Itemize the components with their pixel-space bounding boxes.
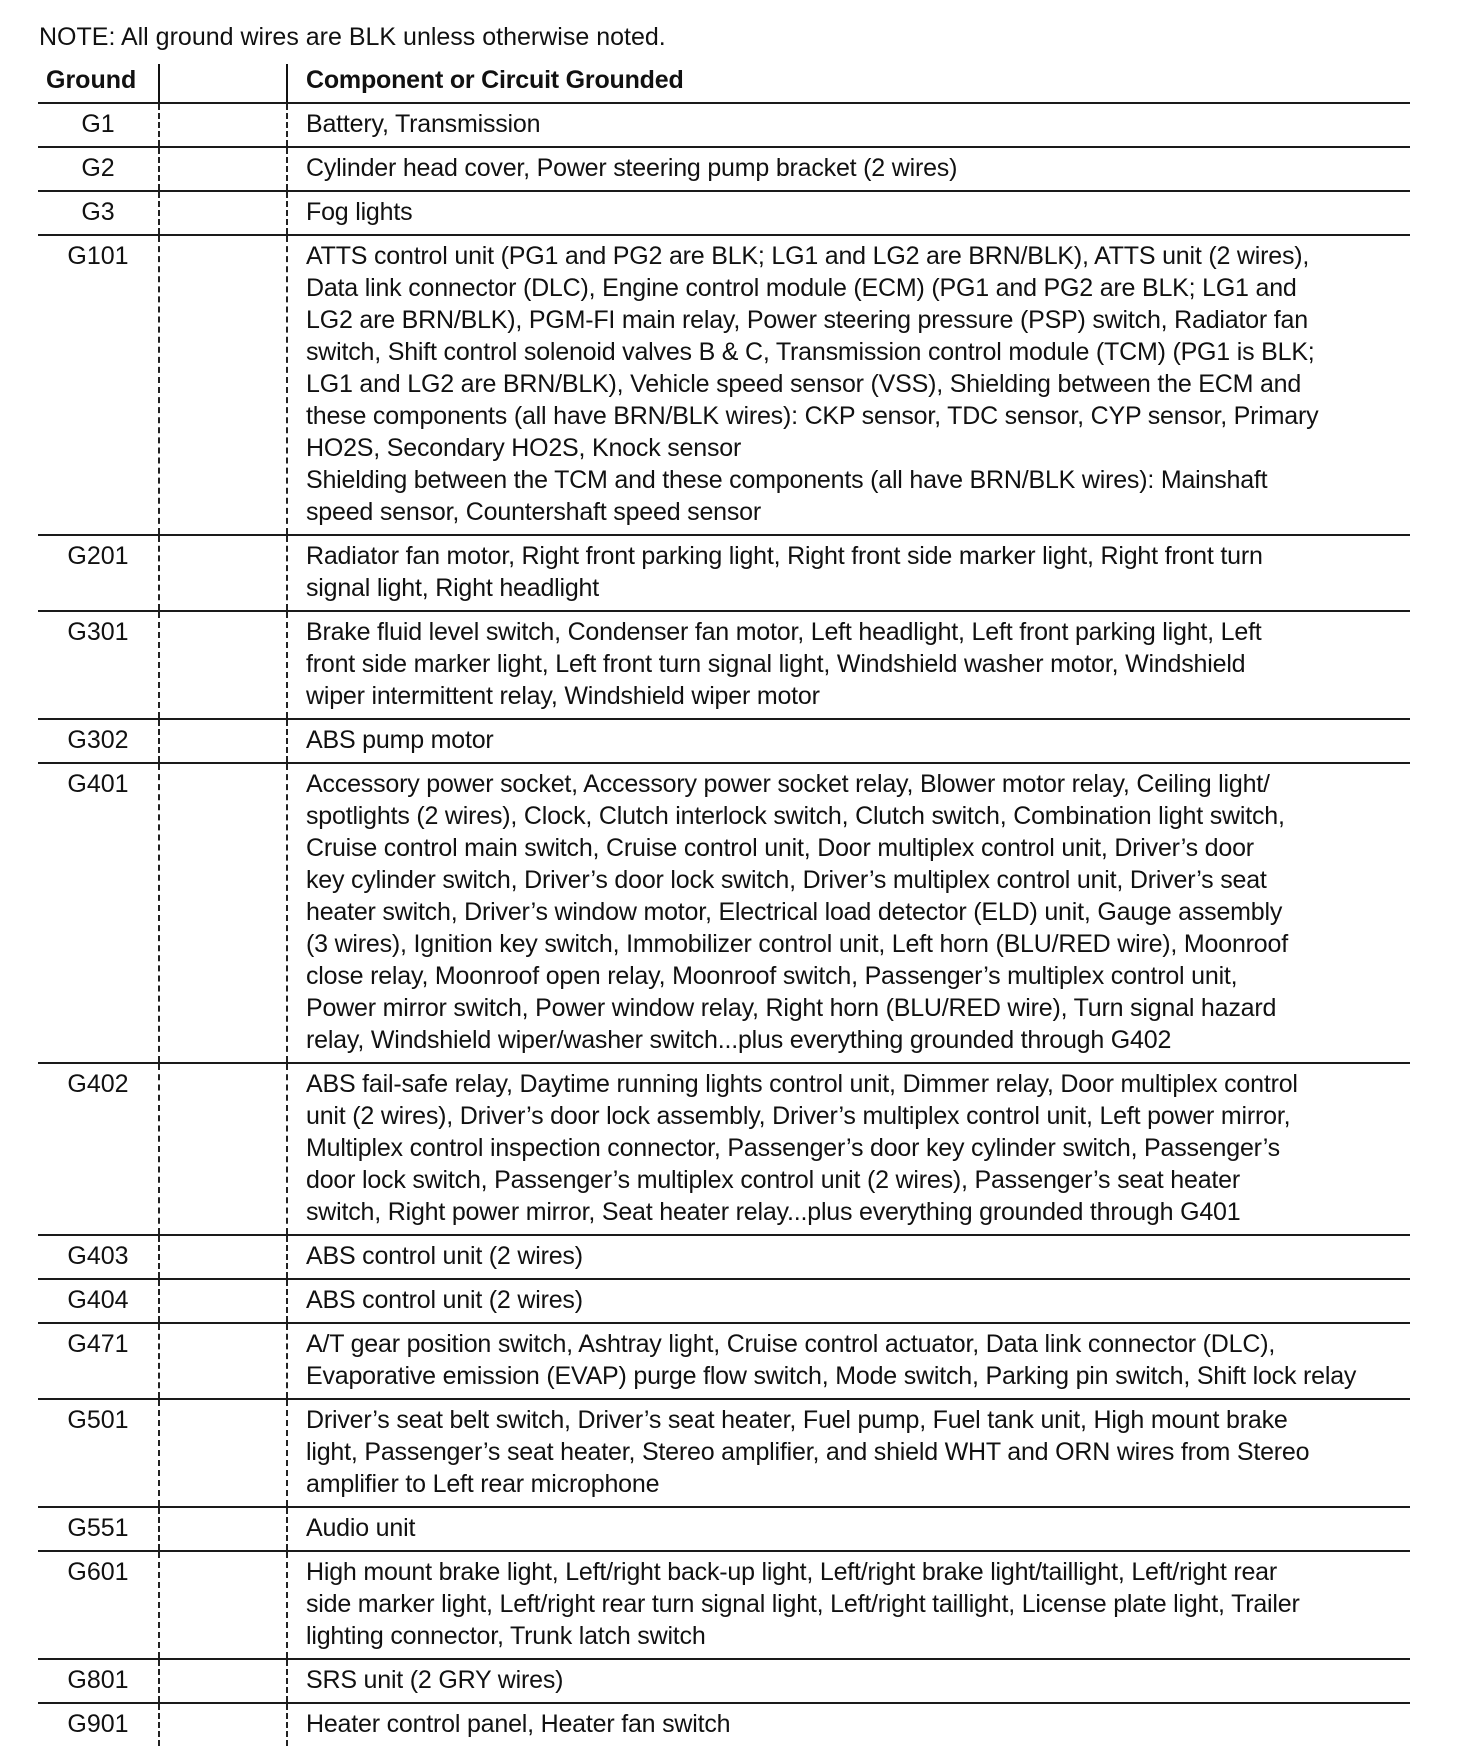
component-line: ABS pump motor bbox=[306, 726, 494, 754]
component-list bbox=[286, 1704, 1410, 1746]
blank-column bbox=[158, 148, 286, 190]
component-line: Accessory power socket, Accessory power socket relay, Blower motor relay, Ceiling light/ bbox=[306, 770, 1270, 798]
ground-id: G401 bbox=[67, 770, 129, 798]
component-line: unit (2 wires), Driver’s door lock assembly, Driver’s multiplex control unit, Left power mirror, bbox=[306, 1102, 1291, 1130]
header-blank-column bbox=[158, 64, 286, 102]
component-line: Fog lights bbox=[306, 198, 413, 226]
ground-id: G101 bbox=[67, 242, 129, 270]
component-line: (3 wires), Ignition key switch, Immobilizer control unit, Left horn (BLU/RED wire), Moonroof bbox=[306, 930, 1288, 958]
blank-column bbox=[158, 104, 286, 146]
component-line: Data link connector (DLC), Engine control module (ECM) (PG1 and PG2 are BLK; LG1 and bbox=[306, 274, 1297, 302]
component-line: ABS fail-safe relay, Daytime running lights control unit, Dimmer relay, Door multiplex control bbox=[306, 1070, 1298, 1098]
component-line: these components (all have BRN/BLK wires): CKP sensor, TDC sensor, CYP sensor, Primary bbox=[306, 402, 1319, 430]
component-line: Battery, Transmission bbox=[306, 110, 541, 138]
component-list bbox=[286, 1324, 1410, 1398]
table-row bbox=[38, 1552, 1410, 1660]
component-line: ABS control unit (2 wires) bbox=[306, 1286, 583, 1314]
ground-id: G901 bbox=[67, 1710, 129, 1738]
component-line: Driver’s seat belt switch, Driver’s seat heater, Fuel pump, Fuel tank unit, High mount brake bbox=[306, 1406, 1288, 1434]
table-row bbox=[38, 612, 1410, 720]
table-row bbox=[38, 192, 1410, 236]
component-line: speed sensor, Countershaft speed sensor bbox=[306, 498, 761, 526]
ground-id: G1 bbox=[81, 110, 115, 138]
blank-column bbox=[158, 192, 286, 234]
table-row bbox=[38, 1236, 1410, 1280]
blank-column bbox=[158, 1324, 286, 1398]
table-row bbox=[38, 1660, 1410, 1704]
component-list bbox=[286, 720, 1410, 762]
component-line: switch, Shift control solenoid valves B & C, Transmission control module (TCM) (PG1 is BLK; bbox=[306, 338, 1315, 366]
table-header bbox=[38, 64, 1410, 104]
component-list bbox=[286, 536, 1410, 610]
component-line: ABS control unit (2 wires) bbox=[306, 1242, 583, 1270]
table-body bbox=[38, 104, 1410, 1746]
component-line: HO2S, Secondary HO2S, Knock sensor bbox=[306, 434, 742, 462]
ground-id: G471 bbox=[67, 1330, 129, 1358]
blank-column bbox=[158, 1508, 286, 1550]
component-line: side marker light, Left/right rear turn signal light, Left/right taillight, License plate light, Trailer bbox=[306, 1590, 1300, 1618]
ground-id: G302 bbox=[67, 726, 129, 754]
blank-column bbox=[158, 536, 286, 610]
component-line: door lock switch, Passenger’s multiplex control unit (2 wires), Passenger’s seat heater bbox=[306, 1166, 1240, 1194]
ground-id: G3 bbox=[81, 198, 115, 226]
component-line: Multiplex control inspection connector, Passenger’s door key cylinder switch, Passenger’s bbox=[306, 1134, 1280, 1162]
component-line: High mount brake light, Left/right back-up light, Left/right brake light/taillight, Left/right rear bbox=[306, 1558, 1277, 1586]
note-text: NOTE: All ground wires are BLK unless otherwise noted. bbox=[39, 23, 666, 51]
component-list bbox=[286, 1508, 1410, 1550]
component-line: front side marker light, Left front turn signal light, Windshield washer motor, Windshield bbox=[306, 650, 1246, 678]
component-list bbox=[286, 1280, 1410, 1322]
component-line: ATTS control unit (PG1 and PG2 are BLK; LG1 and LG2 are BRN/BLK), ATTS unit (2 wires), bbox=[306, 242, 1310, 270]
component-line: Cruise control main switch, Cruise control unit, Door multiplex control unit, Driver’s door bbox=[306, 834, 1254, 862]
component-line: SRS unit (2 GRY wires) bbox=[306, 1666, 564, 1694]
component-line: relay, Windshield wiper/washer switch...plus everything grounded through G402 bbox=[306, 1026, 1172, 1054]
component-list bbox=[286, 1236, 1410, 1278]
component-line: heater switch, Driver’s window motor, Electrical load detector (ELD) unit, Gauge assembly bbox=[306, 898, 1283, 926]
ground-id: G403 bbox=[67, 1242, 129, 1270]
table-row bbox=[38, 764, 1410, 1064]
component-list bbox=[286, 1660, 1410, 1702]
ground-id: G551 bbox=[67, 1514, 129, 1542]
blank-column bbox=[158, 1552, 286, 1658]
component-list bbox=[286, 764, 1410, 1062]
header-component: Component or Circuit Grounded bbox=[286, 64, 1410, 102]
component-line: Brake fluid level switch, Condenser fan motor, Left headlight, Left front parking light, Left bbox=[306, 618, 1262, 646]
component-list bbox=[286, 1064, 1410, 1234]
blank-column bbox=[158, 1704, 286, 1746]
ground-id: G402 bbox=[67, 1070, 129, 1098]
component-line: Audio unit bbox=[306, 1514, 416, 1542]
component-list bbox=[286, 148, 1410, 190]
component-line: lighting connector, Trunk latch switch bbox=[306, 1622, 706, 1650]
blank-column bbox=[158, 612, 286, 718]
table-row bbox=[38, 536, 1410, 612]
blank-column bbox=[158, 720, 286, 762]
component-line: Evaporative emission (EVAP) purge flow switch, Mode switch, Parking pin switch, Shift lock relay bbox=[306, 1362, 1357, 1390]
component-line: light, Passenger’s seat heater, Stereo amplifier, and shield WHT and ORN wires from Stereo bbox=[306, 1438, 1310, 1466]
blank-column bbox=[158, 1064, 286, 1234]
table-row bbox=[38, 1064, 1410, 1236]
ground-id: G2 bbox=[81, 154, 115, 182]
blank-column bbox=[158, 1400, 286, 1506]
ground-id: G501 bbox=[67, 1406, 129, 1434]
blank-column bbox=[158, 1236, 286, 1278]
table-row bbox=[38, 720, 1410, 764]
table-row bbox=[38, 104, 1410, 148]
ground-id: G404 bbox=[67, 1286, 129, 1314]
table-row bbox=[38, 1324, 1410, 1400]
component-list bbox=[286, 192, 1410, 234]
table-row bbox=[38, 236, 1410, 536]
blank-column bbox=[158, 236, 286, 534]
component-line: Radiator fan motor, Right front parking light, Right front side marker light, Right front turn bbox=[306, 542, 1263, 570]
component-list bbox=[286, 1400, 1410, 1506]
header-ground: Ground bbox=[46, 66, 137, 94]
table-row bbox=[38, 1704, 1410, 1746]
component-line: spotlights (2 wires), Clock, Clutch interlock switch, Clutch switch, Combination light switch, bbox=[306, 802, 1285, 830]
table-row bbox=[38, 148, 1410, 192]
component-list bbox=[286, 1552, 1410, 1658]
blank-column bbox=[158, 1660, 286, 1702]
component-line: LG2 are BRN/BLK), PGM-FI main relay, Power steering pressure (PSP) switch, Radiator fan bbox=[306, 306, 1308, 334]
component-line: key cylinder switch, Driver’s door lock switch, Driver’s multiplex control unit, Driver’s seat bbox=[306, 866, 1267, 894]
component-line: LG1 and LG2 are BRN/BLK), Vehicle speed sensor (VSS), Shielding between the ECM and bbox=[306, 370, 1302, 398]
component-line: switch, Right power mirror, Seat heater relay...plus everything grounded through G401 bbox=[306, 1198, 1241, 1226]
component-line: A/T gear position switch, Ashtray light, Cruise control actuator, Data link connector (DLC), bbox=[306, 1330, 1276, 1358]
table-row bbox=[38, 1508, 1410, 1552]
component-line: Heater control panel, Heater fan switch bbox=[306, 1710, 731, 1738]
component-line: close relay, Moonroof open relay, Moonroof switch, Passenger’s multiplex control unit, bbox=[306, 962, 1238, 990]
component-line: Cylinder head cover, Power steering pump bracket (2 wires) bbox=[306, 154, 958, 182]
ground-id: G201 bbox=[67, 542, 129, 570]
component-line: signal light, Right headlight bbox=[306, 574, 600, 602]
table-row bbox=[38, 1400, 1410, 1508]
component-list bbox=[286, 104, 1410, 146]
blank-column bbox=[158, 764, 286, 1062]
component-line: wiper intermittent relay, Windshield wiper motor bbox=[306, 682, 820, 710]
component-line: amplifier to Left rear microphone bbox=[306, 1470, 660, 1498]
component-list bbox=[286, 236, 1410, 534]
ground-id: G601 bbox=[67, 1558, 129, 1586]
ground-id: G801 bbox=[67, 1666, 129, 1694]
component-line: Power mirror switch, Power window relay, Right horn (BLU/RED wire), Turn signal hazard bbox=[306, 994, 1277, 1022]
table-row bbox=[38, 1280, 1410, 1324]
blank-column bbox=[158, 1280, 286, 1322]
ground-table bbox=[38, 64, 1410, 1746]
ground-id: G301 bbox=[67, 618, 129, 646]
component-list bbox=[286, 612, 1410, 718]
component-line: Shielding between the TCM and these components (all have BRN/BLK wires): Mainshaft bbox=[306, 466, 1268, 494]
